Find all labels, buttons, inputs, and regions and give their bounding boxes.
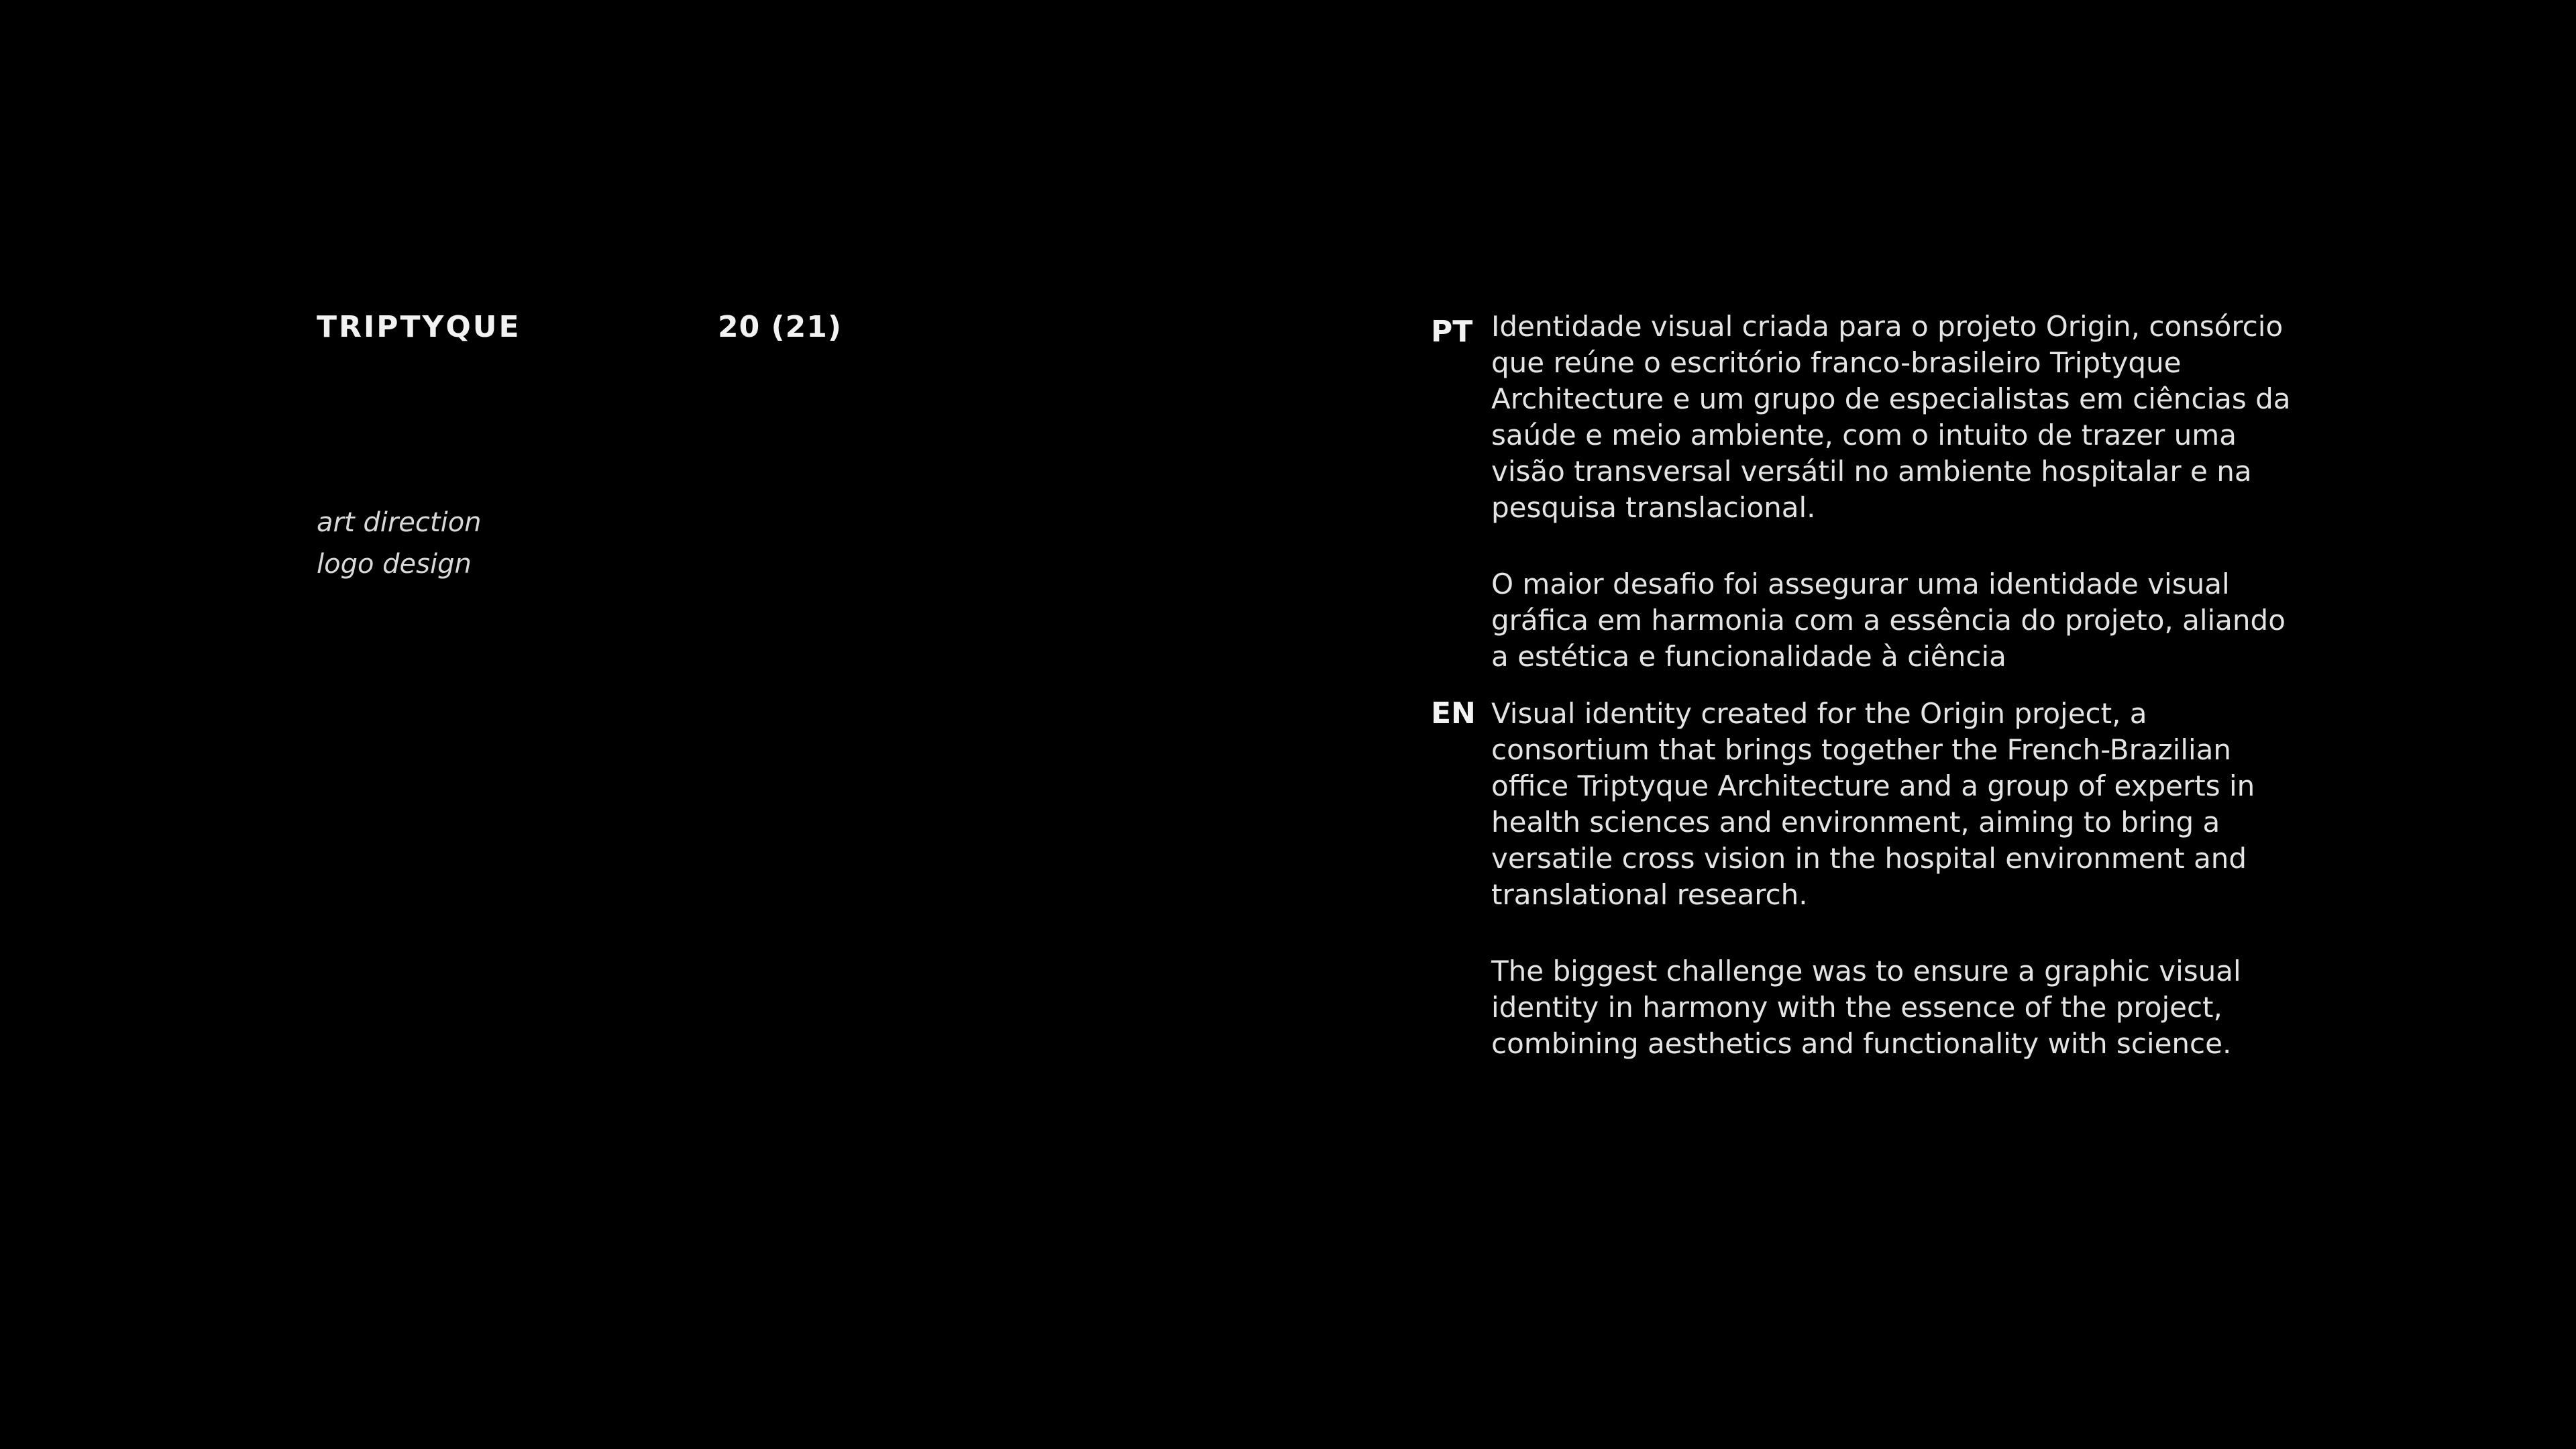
language-label-pt: PT — [1431, 315, 1473, 349]
language-label-en: EN — [1431, 696, 1476, 731]
description-en — [1491, 696, 2296, 1062]
project-title: TRIPTYQUE — [317, 310, 521, 344]
description-pt — [1491, 309, 2296, 675]
service-item: art direction — [317, 507, 482, 538]
service-item: logo design — [317, 549, 472, 580]
description-paragraph: Identidade visual criada para o projeto Origin, consórcio que reúne o escritório franco-brasileiro Triptyque Architecture e um grupo de especialistas em ciências da saúde e meio ambiente, com o intuito de trazer uma visão transversal versátil no ambiente hospitalar e na pesquisa translacional. — [1491, 310, 2291, 524]
services-list — [317, 502, 482, 585]
description-paragraph: Visual identity created for the Origin project, a consortium that brings together the French-Brazilian office Triptyque Architecture and a group of experts in health sciences and environment, aiming to bring a versatile cross vision in the hospital environment and translational research. — [1491, 697, 2255, 911]
description-paragraph: The biggest challenge was to ensure a graphic visual identity in harmony with the essence of the project, combining aesthetics and functionality with science. — [1491, 955, 2241, 1060]
page-number: 20 (21) — [718, 310, 842, 344]
description-paragraph: O maior desafio foi assegurar uma identidade visual gráfica em harmonia com a essência do projeto, aliando a estética e funcionalidade à ciência — [1491, 568, 2286, 673]
